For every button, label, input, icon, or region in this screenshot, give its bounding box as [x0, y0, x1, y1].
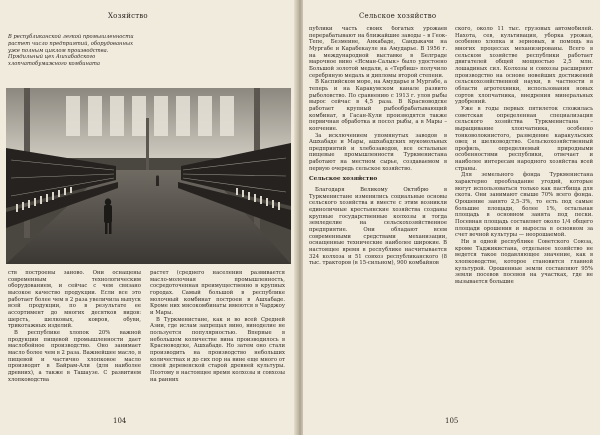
right-page-number: 105	[445, 417, 459, 425]
paragraph: В республике хлопок 20% важной продукции пищевой промышленности дает маслобойное производство. Оно занимает масло более чем в 2 раза. Важнейшее масло, в пищевой и частично хлопковое масло производят в Байрам-Али (для наиболее древних), а также в Ташаузе. С развитием хлопководства	[8, 329, 141, 383]
paragraph: публики часть своих богатых урожаев перерабатывают на ближайшие заводы – в Геок-Тепе, Безмеине, Анкабаде, Сандыкачи на Мургабе и Карабекауле на Амударье. В 1956 г. на международной выставке в Белграде марочное вино «Ясман-Салык» было удостоено Большой золотой медали, а «Тербиш» получило серебряную медаль и дипломы второй степени.	[309, 26, 447, 79]
right-column-1	[309, 26, 447, 420]
right-page	[303, 0, 600, 435]
spinning-mill-photo	[6, 88, 291, 264]
left-column-1	[8, 270, 141, 410]
paragraph: Благодаря Великому Октябрю в Туркменистане изменились социальные основы сельского хозяйства и вместе с этим возникли единоличные крестьянские хозяйства созданы крупные государственные колхозы и тогда земледелие на сельскохозяйственное предприятие. Они обладают всем современными средствами механизации, оснащенные технические наиболее широкие. В настоящее время в республике насчитывается 324 колхоза и 51 совхоз республиканского (8 тыс. тракторов (в 15-сильном), 900 комбайнов	[309, 187, 447, 267]
factory-photo-illustration	[6, 88, 291, 264]
paragraph: растет (среднего населения развивается масло-молочная промышленность, сосредоточенная преимущественно в крупных городах. Самый большой в республике молочный комбинат построен в Ашхабаде. Кроме них мясокомбинаты имеются в Чарджоу и Мары.	[150, 270, 285, 316]
paragraph: За исключением упомянутых заводов в Ашхабаде и Мары, ашхабадских мукомольных предприятий и хлебозаводов, все остальные пищевые промышленности Туркменистана работают на местном сырье, создаваемом в первую очередь сельское хозяйство.	[309, 132, 447, 172]
right-column-2	[455, 26, 593, 420]
paragraph: В Каспийском море, на Амударье и Мургабе, а теперь и на Каракумском канале развито рыболовство. По сравнению с 1913 г. улов рыбы вырос сейчас в 4,5 раза. В Красноводске работает крупный рыбообрабатывающий комбинат, в Гасан-Кули производятся также первичная обработка и посол рыбы, а в Мары – копчение.	[309, 79, 447, 132]
right-running-head: Сельское хозяйство	[359, 12, 437, 20]
left-running-head: Хозяйство	[108, 12, 148, 20]
section-heading: Сельское хозяйство	[309, 176, 378, 183]
paragraph: Для земельного фонда Туркменистана характерно преобладание угодий, которые могут использоваться только как пастбища для скота. Они занимают свыше 70% всего фонда. Орошение занято 2,5–3%, то есть под самые большие площади, более 1%, остальная площадь в основном занята под пески. Посевная площадь составляет около 1/4 общего площади орошения и выросла в основном за счет вечной культуры — неорошаемой.	[455, 172, 593, 239]
paragraph: В Туркменистане, как и во всей Средней Азии, где ислам запрещал вино, виноделие не пользуется популярностью. Впервые в небольшом количестве вина производилось в Красноводске, Ашхабаде. Но затем оно стали производить на производство небольших количествах и до сих пор на вине еще много от своей деревенской старой древней культуры. Поэтому в настоящее время колхозы и совхозы на ранних	[150, 316, 285, 383]
paragraph: Ни в одной республике Советского Союза, кроме Таджикистана, отдельное хозяйство не ведется такое подавляющее значение, как в хлопководстве, которое становится главной культурой. Орошенные земли составляют 95% земли посевов посевов на участках, где не вызывается большие	[455, 239, 593, 285]
caption-line: Прядильный цех Ашхабадского хлопчатобумажного комбината	[8, 54, 101, 68]
left-column-2	[150, 270, 285, 410]
photo-caption	[8, 34, 138, 68]
paragraph: ского, около 11 тыс. грузовых автомобилей. Нахота, сев, культивация, уборка урожая, особенно хлопка и зерновых, и помощь на многих процессах механизированы. Всего в сельском хозяйстве республики работает двигателей общей мощностью 2,5 млн. лошадиных сил. Колхозы и совхозы расширяют производство на основе новейших достижений сельскохозяйственной науки, в частности в области агротехники, использования новых сортов хлопчатника, внедрения минеральных удобрений.	[455, 26, 593, 106]
paragraph: ств построены заново. Они оснащены современным технологическим оборудованием, и сейчас с чем связано высокое качество продукции. Если все это работает более чем в 2 раза увеличила выпуск всей продукции, по в результате ее ассортимент до многих десятков видов: шерсть, шелковых, ковров, обуви, трикотажных изделий.	[8, 270, 141, 330]
caption-line: В республиканской легкой промышленности растет число предприятий, оборудованных уже полным циклом производства.	[8, 34, 134, 54]
left-page	[0, 0, 297, 435]
paragraph: Уже в годы первых пятилеток сложилась советская определенная специализация сельского хозяйства Туркменистана – выращивание хлопчатника, особенно тонковолокнистого, разведение каракульских овец и шелководство. Сельскохозяйственный профиль, определяемый природными особенностями республики, отвечает и наиболее интересам народного хозяйства всей страны.	[455, 105, 593, 172]
left-page-number: 104	[113, 417, 127, 425]
